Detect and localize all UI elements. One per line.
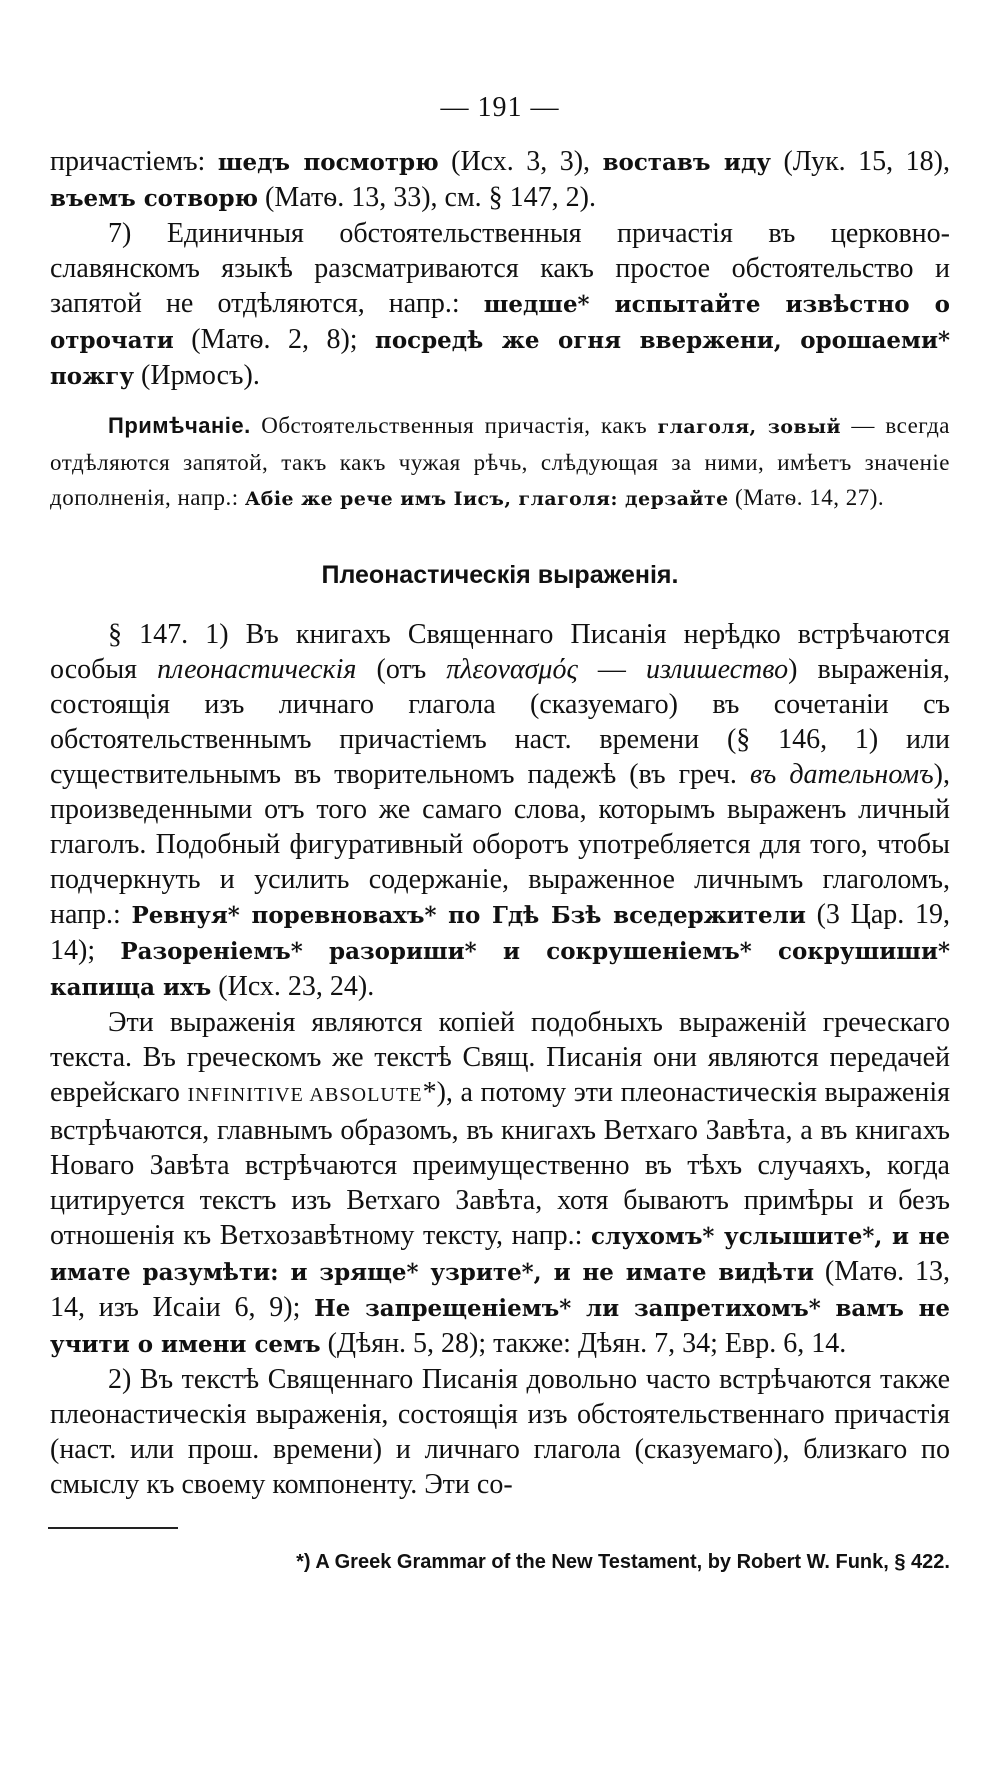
text-run: (Матѳ. 2, 8);: [173, 324, 376, 355]
text-run: Эти выраженія являются копіей подобныхъ выраженій греческаго текста. Въ греческомъ же текстѣ Свящ. Писанія они являются передачей еврейскаго: [50, 1007, 950, 1108]
church-slavonic-example: Не запрещеніемъ* ли запретихомъ* вамъ не учити о имени семъ: [50, 1295, 950, 1358]
church-slavonic-example: въемъ сотворю: [50, 185, 259, 212]
text-run: (Матѳ. 13, 14, изъ Исаіи 6, 9);: [50, 1256, 950, 1323]
note-heading: Примѣчаніе.: [108, 413, 251, 438]
text-run: ), произведенными отъ того же самаго слова, которымъ выраженъ личный глаголъ. Подобный фигуративный оборотъ употребляется для того, чтобы подчеркнуть и усилить содержаніе, выраженное личнымъ глаголомъ, напр.:: [50, 759, 950, 930]
paragraph-continuation: [50, 144, 950, 216]
paragraph-7: [50, 216, 950, 394]
text-run: 7) Единичныя обстоятельственныя причастія въ церковно-славянскомъ языкѣ разсматриваются какъ простое обстоятельство и запятой не отдѣляются, напр.:: [50, 218, 950, 319]
church-slavonic-example: посредѣ же огня ввержени, орошаеми* пожгу: [50, 327, 950, 390]
note-block: [50, 408, 950, 517]
section-heading: Плеонастическія выраженія.: [321, 561, 679, 589]
text-run: (Исх. 3, 3),: [438, 146, 603, 177]
text-run: (Матѳ. 14, 27).: [728, 485, 885, 510]
church-slavonic-example: шедъ посмотрю: [217, 149, 439, 176]
text-run: (3 Цар. 19, 14);: [50, 899, 950, 966]
text-run: § 147. 1) Въ книгахъ Священнаго Писанія нерѣдко встрѣчаются особыя: [50, 619, 950, 685]
church-slavonic-example: воставъ иду: [602, 149, 771, 176]
italic-term: въ дательномъ: [749, 759, 934, 790]
italic-term: плеонастическія: [157, 654, 357, 685]
footnote: *) A Greek Grammar of the New Testament, by Robert W. Funk, § 422.: [296, 1551, 950, 1573]
text-run: (Дѣян. 5, 28); также: Дѣян. 7, 34; Евр. 6, 14.: [320, 1328, 847, 1359]
text-run: (Исх. 23, 24).: [211, 971, 375, 1002]
body-text-main: [50, 617, 950, 1502]
paragraph-2: [50, 1362, 950, 1502]
paragraph-147: [50, 617, 950, 1005]
text-run: (Ирмосъ).: [134, 360, 260, 391]
text-run: Обстоятельственныя причастія, какъ: [250, 413, 658, 438]
footnote-divider: [48, 1527, 178, 1529]
text-run: (отъ: [356, 654, 447, 685]
page-number: — 191 —: [440, 92, 560, 123]
text-run: (Лук. 15, 18),: [770, 146, 950, 177]
text-run: причастіемъ:: [50, 146, 218, 177]
church-slavonic-example: слухомъ* услышите*, и не имате разумѣти: и зряще* узрите*, и не имате видѣти: [50, 1223, 951, 1286]
small-caps-term: INFINITIVE ABSOLUTE: [187, 1084, 423, 1106]
text-run: (Матѳ. 13, 33), см. § 147, 2).: [258, 182, 597, 213]
church-slavonic-example: глаголя, зовый: [657, 416, 841, 438]
text-run: — всегда отдѣляются запятой, такъ какъ чужая рѣчь, слѣдующая за ними, имѣетъ значеніе дополненія, напр.:: [50, 413, 951, 510]
church-slavonic-example: шедше* испытайте извѣстно о отрочати: [50, 291, 950, 354]
church-slavonic-example: Абіе же рече имъ Іисъ, глаголя: дерзайте: [244, 488, 729, 510]
paragraph-greek-copy: [50, 1005, 950, 1362]
italic-term: излишество: [646, 654, 789, 685]
church-slavonic-example: Ревнуя* поревновахъ* по Гдѣ Бзѣ вседержители: [131, 902, 806, 929]
church-slavonic-example: Разореніемъ* разориши* и сокрушеніемъ* сокрушиши* капища ихъ: [50, 938, 951, 1001]
text-run: ) выраженія, состоящія изъ личнаго глагола (сказуемаго) въ сочетаніи съ обстоятельственнымъ причастіемъ наст. времени (§ 146, 1) или существительнымъ въ творительномъ падежѣ (въ греч.: [50, 654, 951, 790]
text-run: 2) Въ текстѣ Священнаго Писанія довольно часто встрѣчаются также плеонастическія выраженія, состоящія изъ обстоятельственнаго причастія (наст. или прош. времени) и личнаго глагола (сказуемаго), близкаго по смыслу къ своему компоненту. Эти со-: [50, 1364, 950, 1500]
body-text-top: [50, 144, 950, 394]
greek-term: πλεονασμός: [446, 654, 578, 685]
text-run: *), а потому эти плеонастическія выраженія встрѣчаются, главнымъ образомъ, въ книгахъ Ветхаго Завѣта, а въ книгахъ Новаго Завѣта встрѣчаются преимущественно въ тѣхъ случаяхъ, когда цитируется текстъ изъ Ветхаго Завѣта, хотя бываютъ примѣры и безъ отношенія къ Ветхозавѣтному тексту, напр.:: [50, 1077, 950, 1251]
text-run: —: [577, 654, 646, 685]
